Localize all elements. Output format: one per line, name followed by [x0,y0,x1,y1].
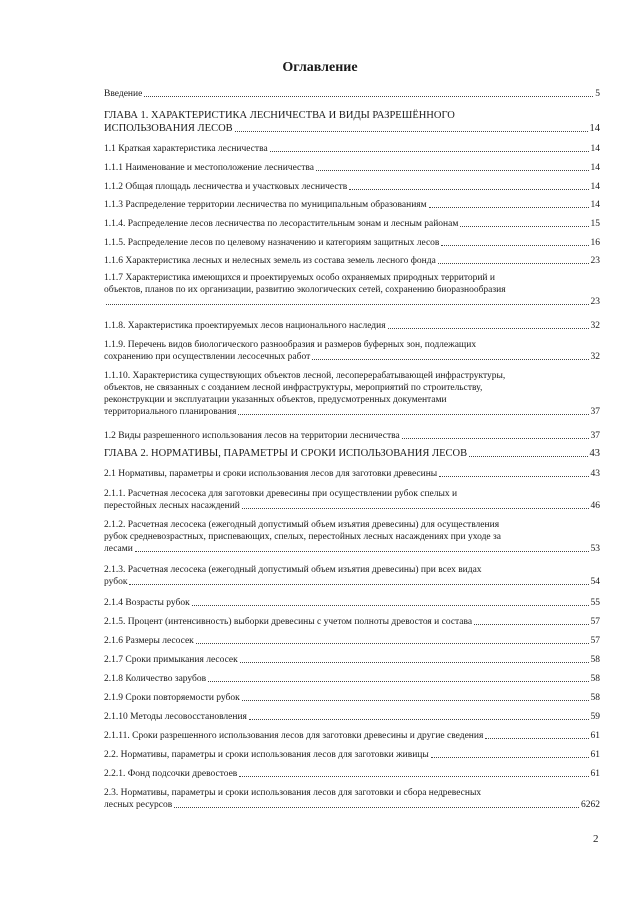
toc-entry-text: лесных ресурсов [104,800,173,810]
toc-entry-page: 23 [590,256,600,266]
toc-entry-page: 16 [590,238,600,248]
dot-leader [441,244,588,246]
toc-entry-line: 2.3. Нормативы, параметры и сроки использования лесов для заготовки и сбора недревесных [104,788,482,798]
toc-entry[interactable] [104,88,600,100]
toc-entry-text: 2.1.4 Возрасты рубок [104,598,190,608]
toc-entry-page: 14 [589,123,600,134]
dot-leader [431,756,589,758]
toc-entry[interactable] [104,109,600,135]
toc-entry[interactable] [104,787,600,811]
toc-entry-line: 2.1.2. Расчетная лесосека (ежегодный допустимый объем изъятия древесины) для осуществления [104,520,500,530]
toc-entry-text: ИСПОЛЬЗОВАНИЯ ЛЕСОВ [104,123,233,134]
toc-entry-text: 2.1.10 Методы лесовосстановления [104,712,247,722]
toc-entry-page: 57 [590,617,600,627]
toc-entry-text: 1.1.5. Распределение лесов по целевому назначению и категориям защитных лесов [104,238,440,248]
dot-leader [238,413,588,415]
toc-entry-text: 1.1.2 Общая площадь лесничества и участковых лесничеств [104,182,348,192]
toc-entry[interactable] [104,447,600,460]
toc-entry[interactable] [104,654,600,666]
dot-leader [242,699,589,701]
toc-entry[interactable] [104,272,600,308]
toc-entry-page: 14 [590,163,600,173]
dot-leader [316,169,589,171]
toc-entry[interactable] [104,768,600,780]
toc-entry-text: лесами [104,544,133,554]
toc-entry[interactable] [104,181,600,193]
dot-leader [144,95,593,97]
toc-entry[interactable] [104,339,600,363]
toc-entry-page: 58 [590,655,600,665]
toc-entry-text: 2.1 Нормативы, параметры и сроки использования лесов для заготовки древесины [104,469,438,479]
dot-leader [388,327,589,329]
toc-title: Оглавление [282,60,358,75]
toc-entry[interactable] [104,320,600,332]
dot-leader [485,737,588,739]
toc-entry[interactable] [104,488,600,512]
dot-leader [249,718,589,720]
toc-entry-line: 1.1.9. Перечень видов биологического разнообразия и размеров буферных зон, подлежащих [104,340,477,350]
toc-entry-page: 43 [589,448,600,459]
dot-leader [240,661,589,663]
toc-entry-page: 43 [590,469,600,479]
toc-entry-text: перестойных лесных насаждений [104,501,240,511]
toc-entry[interactable] [104,519,600,555]
toc-entry[interactable] [104,370,600,418]
toc-entry-text: 1.1.8. Характеристика проектируемых лесов национального наследия [104,321,386,331]
toc-entry-text: территориального планирования [104,407,237,417]
toc-entry-line: 2.1.1. Расчетная лесосека для заготовки древесины при осуществлении рубок спелых и [104,489,458,499]
toc-entry-line: 1.1.7 Характеристика имеющихся и проектируемых особо охраняемых природных территорий и [104,273,495,283]
toc-entry-page: 61 [590,769,600,779]
toc-entry-page: 37 [590,407,600,417]
toc-entry-text: 2.2. Нормативы, параметры и сроки использования лесов для заготовки живицы [104,750,429,760]
toc-entry-line: 1.1.10. Характеристика существующих объектов лесной, лесоперерабатывающей инфраструктуры, [104,371,506,381]
toc-entry-page: 54 [590,577,600,587]
toc-entry-page: 46 [590,501,600,511]
dot-leader [129,583,588,585]
toc-entry[interactable] [104,143,600,155]
dot-leader [469,455,587,457]
toc-entry[interactable] [104,730,600,742]
toc-entry-line: объектов, планов по их организации, развитию экологических сетей, сохранению биоразнообразия [104,285,506,295]
toc-entry-page: 58 [590,674,600,684]
toc-entry-text: 1.1.1 Наименование и местоположение лесничества [104,163,314,173]
toc-entry[interactable] [104,692,600,704]
toc-entry-text: 2.1.11. Сроки разрешенного использования лесов для заготовки древесины и другие сведения [104,731,484,741]
toc-entry-page: 58 [590,693,600,703]
toc-entry[interactable] [104,673,600,685]
toc-entry-line: объектов, не связанных с созданием лесной инфраструктуры, мероприятий по строительству, [104,383,483,393]
dot-leader [208,680,588,682]
toc-entry[interactable] [104,597,600,609]
dot-leader [349,188,588,190]
dot-leader [474,623,588,625]
toc-entry-line: реконструкции и эксплуатации указанных объектов, предусмотренных документами [104,395,447,405]
toc-entry[interactable] [104,564,600,588]
toc-entry-page: 23 [590,297,600,307]
dot-leader [270,150,589,152]
toc-entry-text: 2.1.9 Сроки повторяемости рубок [104,693,240,703]
toc-entry[interactable] [104,616,600,628]
toc-entry-page: 53 [590,544,600,554]
dot-leader [135,550,589,552]
dot-leader [438,262,589,264]
toc-entry[interactable] [104,711,600,723]
toc-entry[interactable] [104,635,600,647]
toc-entry-text: 1.1.4. Распределение лесов лесничества по лесорастительным зонам и лесным районам [104,219,459,229]
toc-entry[interactable] [104,162,600,174]
dot-leader [439,475,588,477]
toc-entry-page: 32 [590,321,600,331]
toc-entry-page: 14 [590,144,600,154]
toc-entry-page: 55 [590,598,600,608]
toc-entry-line: ГЛАВА 1. ХАРАКТЕРИСТИКА ЛЕСНИЧЕСТВА И ВИДЫ РАЗРЕШЁННОГО [104,110,455,121]
toc-entry-text: 2.1.7 Сроки примыкания лесосек [104,655,238,665]
toc-entry-page: 32 [590,352,600,362]
toc-entry[interactable] [104,468,600,480]
toc-entry-text: 1.2 Виды разрешенного использования лесов на территории лесничества [104,431,400,441]
toc-entry-text: 1.1.6 Характеристика лесных и нелесных земель из состава земель лесного фонда [104,256,436,266]
toc-entry-text: 2.1.5. Процент (интенсивность) выборки древесины с учетом полноты древостоя и состава [104,617,473,627]
dot-leader [242,507,589,509]
toc-entry-text: Введение [104,89,143,99]
dot-leader [312,358,588,360]
toc-entry[interactable] [104,237,600,249]
toc-entry-text: сохранению при осуществлении лесосечных работ [104,352,311,362]
toc-entry-text: 2.1.6 Размеры лесосек [104,636,194,646]
toc-entry-page: 14 [590,200,600,210]
toc-entry-text: 1.1 Краткая характеристика лесничества [104,144,268,154]
dot-leader [460,225,588,227]
toc-entry[interactable] [104,430,600,442]
toc-entry-text: 2.2.1. Фонд подсочки древостоев [104,769,238,779]
toc-entry[interactable] [104,218,600,230]
toc-entry-page: 6262 [581,800,600,810]
toc-entry-page: 5 [595,89,600,99]
toc-entry-page: 15 [590,219,600,229]
dot-leader [239,775,588,777]
toc-entry[interactable] [104,255,600,267]
toc-entry-line: рубок средневозрастных, приспевающих, спелых, перестойных лесных насаждениях при уходе за [104,532,501,542]
dot-leader [429,206,589,208]
toc-entry-text: рубок [104,577,128,587]
toc-entry-page: 57 [590,636,600,646]
dot-leader [196,642,589,644]
toc-entry-line: 2.1.3. Расчетная лесосека (ежегодный допустимый объем изъятия древесины) при всех видах [104,565,482,575]
dot-leader [106,303,589,305]
toc-entry-text: 2.1.8 Количество зарубов [104,674,207,684]
dot-leader [174,806,579,808]
dot-leader [235,130,588,132]
toc-entry-text: ГЛАВА 2. НОРМАТИВЫ, ПАРАМЕТРЫ И СРОКИ ИСПОЛЬЗОВАНИЯ ЛЕСОВ [104,448,468,459]
toc-entry-page: 61 [590,731,600,741]
toc-entry-page: 61 [590,750,600,760]
toc-entry-page: 59 [590,712,600,722]
toc-entry-page: 37 [590,431,600,441]
toc-entry-text: 1.1.3 Распределение территории лесничества по муниципальным образованиям [104,200,427,210]
toc-entry[interactable] [104,749,600,761]
dot-leader [402,437,589,439]
page-number: 2 [593,833,599,845]
toc-entry[interactable] [104,199,600,211]
toc-entry-page: 14 [590,182,600,192]
dot-leader [192,604,589,606]
